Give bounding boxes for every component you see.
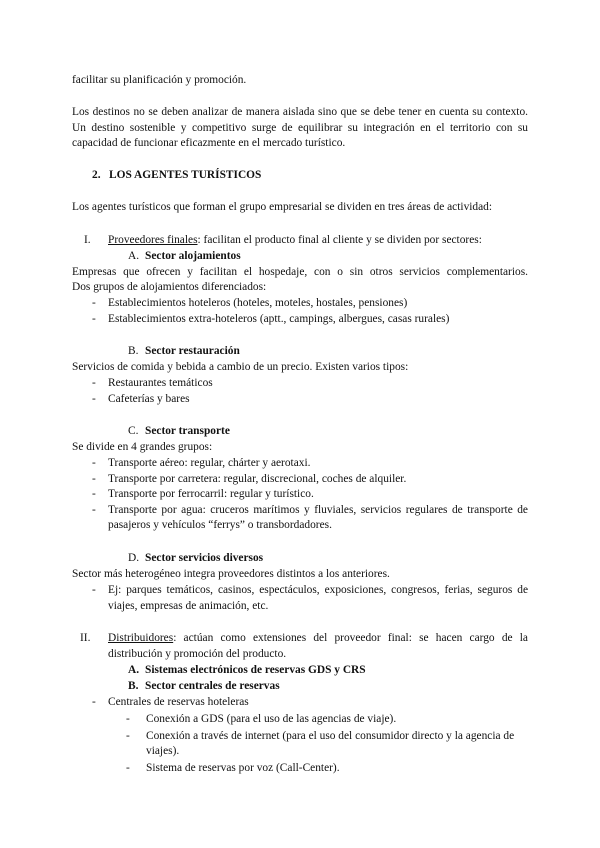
list-item: - Restaurantes temáticos: [92, 377, 213, 389]
sector-d-letter: D.: [128, 552, 140, 564]
sector-a-title: Sector alojamientos: [145, 250, 241, 262]
list-item: - Establecimientos hoteleros (hoteles, moteles, hostales, pensiones): [92, 297, 408, 309]
sector-a-desc-line2: Dos grupos de alojamientos diferenciados:: [72, 281, 267, 293]
list-item: - Transporte por ferrocarril: regular y turístico.: [92, 488, 314, 501]
list-item: - Transporte por agua: cruceros marítimos y fluviales, servicios regulares de transporte de pasajeros y vehículos “ferrys” o transbordadores.: [92, 503, 528, 532]
sector-c-list: [92, 456, 528, 534]
sector-c-desc: Se divide en 4 grandes grupos:: [72, 441, 213, 453]
sector-b-letter: B.: [128, 345, 139, 357]
part1-desc: : facilitan el producto final al cliente y se dividen por sectores:: [197, 234, 482, 246]
sector-b-desc: Servicios de comida y bebida a cambio de un precio. Existen varios tipos:: [72, 361, 409, 373]
part1-numeral: I.: [84, 234, 91, 246]
sector-d-title: Sector servicios diversos: [145, 552, 264, 564]
sector-a-letter: A.: [128, 250, 140, 262]
part2-numeral: II.: [80, 632, 91, 644]
part2-sub-a-letter: A.: [128, 664, 140, 676]
part2-sublist: [126, 712, 528, 776]
sector-b-list: [92, 376, 528, 407]
list-item: - Transporte aéreo: regular, chárter y aerotaxi.: [92, 457, 311, 469]
list-item: - Centrales de reservas hoteleras: [92, 696, 249, 708]
section-lead: Los agentes turísticos que forman el grupo empresarial se dividen en tres áreas de actividad:: [72, 201, 493, 213]
part2-sub-a-title: Sistemas electrónicos de reservas GDS y CRS: [145, 664, 366, 676]
sector-a-desc-line1: Empresas que ofrecen y facilitan el hospedaje, con o sin otros servicios complementarios.: [72, 266, 528, 278]
list-item: - Sistema de reservas por voz (Call-Center).: [126, 761, 340, 774]
sector-d-list: [92, 583, 528, 614]
list-item: - Ej: parques temáticos, casinos, espectáculos, exposiciones, congresos, ferias, seguros de viajes, empresas de animación, etc.: [92, 584, 528, 612]
list-item: - Establecimientos extra-hoteleros (aptt., campings, albergues, casas rurales): [92, 312, 450, 325]
section-title: LOS AGENTES TURÍSTICOS: [109, 169, 262, 181]
part2-heading: [108, 631, 528, 662]
part1-heading: [108, 233, 528, 249]
part2-list: [92, 695, 528, 711]
part2-desc: : actúan como extensiones del proveedor final: se hacen cargo de la distribución y promoción del producto.: [108, 632, 528, 660]
part2-sub-b-title: Sector centrales de reservas: [145, 680, 280, 692]
list-item: - Transporte por carretera: regular, discrecional, coches de alquiler.: [92, 472, 407, 485]
sector-d-desc: Sector más heterogéneo integra proveedores distintos a los anteriores.: [72, 568, 390, 580]
list-item: - Cafeterías y bares: [92, 392, 190, 405]
intro-tail: facilitar su planificación y promoción.: [72, 74, 247, 86]
sector-c-letter: C.: [128, 425, 139, 437]
section-number: 2.: [92, 169, 101, 181]
part1-term: Proveedores finales: [108, 234, 198, 246]
part2-term: Distribuidores: [108, 632, 174, 644]
sector-b-title: Sector restauración: [145, 345, 240, 357]
sector-a-list: [92, 296, 528, 327]
intro-paragraph: Los destinos no se deben analizar de manera aislada sino que se debe tener en cuenta su contexto. Un destino sostenible y competitivo surge de equilibrar su integración en el territorio con su capacidad de funcionar eficazmente en el mercado turístico.: [72, 106, 528, 150]
list-item: - Conexión a GDS (para el uso de las agencias de viaje).: [126, 713, 397, 725]
sector-c-title: Sector transporte: [145, 425, 230, 437]
list-item: - Conexión a través de internet (para el uso del consumidor directo y la agencia de viajes).: [126, 729, 515, 758]
part2-sub-b-letter: B.: [128, 680, 139, 692]
